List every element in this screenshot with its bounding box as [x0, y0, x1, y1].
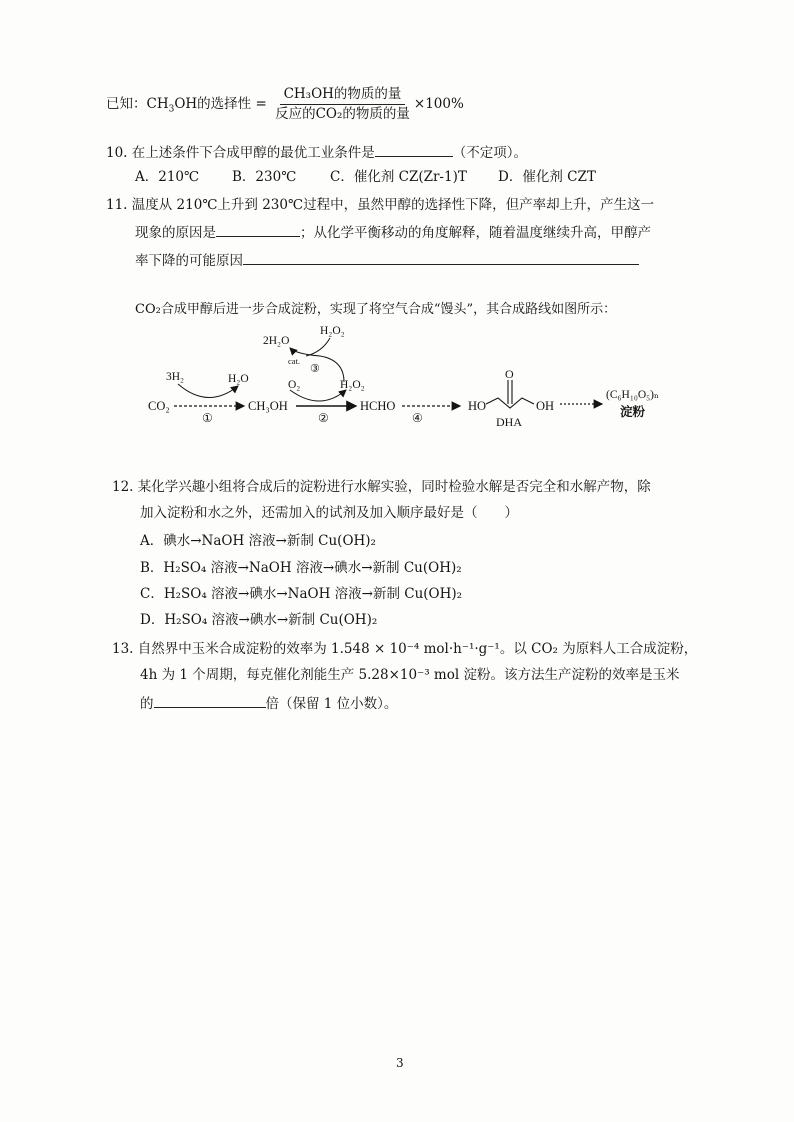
q10-stem [106, 142, 527, 162]
ch3oh-label: CH₃OH [248, 399, 288, 413]
dha-label: DHA [496, 415, 522, 429]
dha-oxygen-label: O [505, 367, 514, 381]
co2-label: CO₂ [148, 399, 170, 413]
q13-line3-text: 的 [140, 696, 154, 712]
synthesis-pathway-diagram [130, 318, 710, 438]
fraction-denominator: 反应的CO₂的物质的量 [275, 106, 410, 122]
q10-stem-suffix: （不定项）。 [452, 145, 528, 161]
h2o2-reactant-label: H₂O₂ [320, 325, 345, 337]
q10-option-c: C．催化剂 CZ(Zr-1)T [330, 169, 467, 185]
formula-sub: 3 [168, 104, 175, 115]
step3-feed-arrow [306, 338, 330, 356]
step2-label: ② [318, 411, 329, 425]
h2o2-product-label: H₂O₂ [340, 379, 365, 391]
page-number: 3 [396, 1056, 404, 1070]
q12-option-c: C．H₂SO₄ 溶液→碘水→NaOH 溶液→新制 Cu(OH)₂ [140, 586, 463, 602]
formula-mid: OH的选择性 = [174, 96, 267, 112]
step3-label: ③ [310, 363, 320, 375]
q12-option-a: A．碘水→NaOH 溶液→新制 Cu(OH)₂ [140, 533, 376, 549]
step4-label: ④ [412, 411, 423, 425]
catalyst-label: cat. [288, 356, 301, 366]
q13-answer-blank[interactable] [154, 693, 266, 708]
q10-stem-text: 10. 在上述条件下合成甲醇的最优工业条件是 [106, 145, 375, 161]
dha-ho-label: HO [468, 399, 487, 413]
formula-fraction [271, 86, 414, 123]
step1-curve-arrow [178, 384, 238, 398]
q12-line1: 12. 某化学兴趣小组将合成后的淀粉进行水解实验，同时检验水解是否完全和水解产物，除 [112, 479, 651, 495]
q11-line2-suffix: ；从化学平衡移动的角度解释，随着温度继续升高，甲醇产 [300, 225, 651, 241]
starch-formula-label: (C₆H₁₀O₅)ₙ [606, 389, 659, 401]
pathway-intro: CO₂合成甲醇后进一步合成淀粉，实现了将空气合成“馒头”，其合成路线如图所示： [135, 302, 617, 317]
q11-line3-text: 率下降的可能原因 [135, 253, 243, 269]
q13-line3 [140, 693, 397, 713]
q10-answer-blank[interactable] [375, 142, 453, 157]
selectivity-formula [106, 86, 464, 123]
dha-skeleton [486, 398, 534, 408]
formula-prefix: 已知：CH [106, 96, 169, 112]
o2-label: O₂ [288, 379, 301, 391]
starch-label: 淀粉 [620, 405, 646, 419]
q11-line3 [135, 250, 639, 270]
q10-option-a: A．210℃ [135, 169, 200, 185]
q10-option-b: B．230℃ [232, 169, 297, 185]
two-h2o-label: 2H₂O [263, 335, 290, 347]
q13-line1: 13. 自然界中玉米合成淀粉的效率为 1.548 × 10⁻⁴ mol·h⁻¹·g⁻¹。以 CO₂ 为原料人工合成淀粉， [112, 641, 698, 657]
fraction-numerator: CH₃OH的物质的量 [280, 86, 406, 105]
q10-option-d: D．催化剂 CZT [498, 169, 596, 185]
step2-curve-arrow [290, 390, 346, 401]
q11-answer-blank-1[interactable] [216, 222, 300, 237]
q13-line2: 4h 为 1 个周期，每克催化剂能生产 5.28×10⁻³ mol 淀粉。该方法生产淀粉的效率是玉米 [140, 667, 680, 683]
q12-option-d: D．H₂SO₄ 溶液→碘水→新制 Cu(OH)₂ [140, 612, 378, 628]
formula-suffix: ×100% [413, 96, 464, 112]
q12-option-b: B．H₂SO₄ 溶液→NaOH 溶液→碘水→新制 Cu(OH)₂ [140, 560, 462, 576]
step1-label: ① [202, 411, 213, 425]
hcho-label: HCHO [360, 399, 396, 413]
dha-oh-label: OH [536, 399, 555, 413]
h2-reactant-label: 3H₂ [166, 371, 185, 383]
h2o-product-label: H₂O [228, 373, 249, 385]
q11-line1: 11. 温度从 210℃上升到 230℃过程中，虽然甲醇的选择性下降，但产率却上升，产生这一 [106, 197, 655, 213]
q12-line2: 加入淀粉和水之外，还需加入的试剂及加入顺序最好是（ ） [140, 505, 518, 521]
q11-line2-text: 现象的原因是 [135, 225, 216, 241]
q11-answer-blank-2[interactable] [243, 250, 639, 265]
q13-line3-suffix: 倍（保留 1 位小数）。 [265, 696, 398, 712]
q11-line2 [135, 222, 651, 242]
